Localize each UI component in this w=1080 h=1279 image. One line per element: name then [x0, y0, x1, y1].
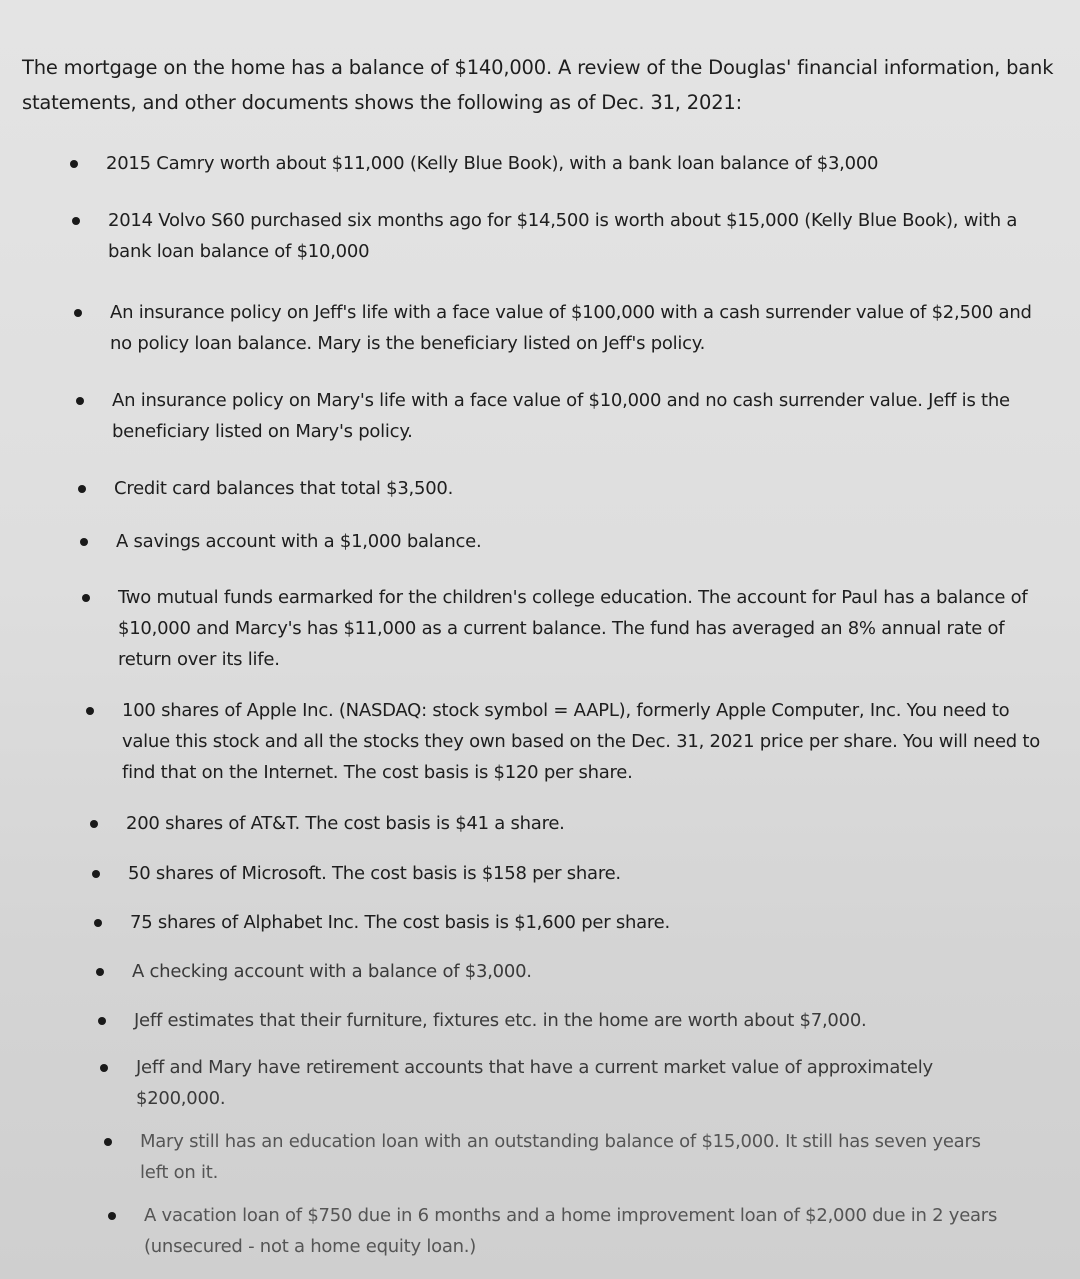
list-item-text: Jeff and Mary have retirement accounts that have a current market value of approximately $200,000. — [136, 1057, 933, 1109]
bullet-icon — [82, 594, 90, 602]
list-item — [74, 297, 1044, 359]
list-item-text: An insurance policy on Mary's life with a face value of $10,000 and no cash surrender value. Jeff is the beneficiary listed on Mary's policy. — [112, 390, 1010, 442]
bullet-icon — [70, 160, 78, 168]
list-item — [108, 1200, 1008, 1262]
list-item-text: A vacation loan of $750 due in 6 months and a home improvement loan of $2,000 due in 2 years (unsecured - not a home equity loan.) — [144, 1205, 998, 1257]
bullet-icon — [76, 397, 84, 405]
list-item-text: 2014 Volvo S60 purchased six months ago for $14,500 is worth about $15,000 (Kelly Blue Book), with a bank loan balance of $10,000 — [108, 210, 1018, 262]
list-item-text: 2015 Camry worth about $11,000 (Kelly Blue Book), with a bank loan balance of $3,000 — [106, 153, 879, 174]
list-item — [100, 1052, 950, 1114]
bullet-icon — [98, 1017, 106, 1025]
list-item-text: Jeff estimates that their furniture, fixtures etc. in the home are worth about $7,000. — [134, 1010, 867, 1031]
list-item — [80, 526, 1040, 557]
list-item-text: 200 shares of AT&T. The cost basis is $41 a share. — [126, 813, 565, 834]
list-item — [76, 385, 1051, 447]
bullet-icon — [74, 309, 82, 317]
bullet-icon — [96, 968, 104, 976]
list-item-text: 75 shares of Alphabet Inc. The cost basis is $1,600 per share. — [130, 912, 670, 933]
list-item-text: Two mutual funds earmarked for the children's college education. The account for Paul has a balance of $10,000 and Marcy's has $11,000 as a current balance. The fund has averaged an 8% annual rate of return over its life. — [118, 587, 1028, 670]
list-item — [90, 808, 1040, 839]
list-item — [104, 1126, 1004, 1188]
list-item — [72, 205, 1062, 267]
list-item-text: Mary still has an education loan with an outstanding balance of $15,000. It still has seven years left on it. — [140, 1131, 981, 1183]
bullet-icon — [100, 1064, 108, 1072]
list-item-text: 50 shares of Microsoft. The cost basis is $158 per share. — [128, 863, 621, 884]
list-item — [94, 907, 1044, 938]
list-item-text: An insurance policy on Jeff's life with a face value of $100,000 with a cash surrender value of $2,500 and no policy loan balance. Mary is the beneficiary listed on Jeff's policy. — [110, 302, 1032, 354]
bullet-icon — [80, 538, 88, 546]
list-item — [78, 473, 1038, 504]
bullet-icon — [92, 870, 100, 878]
bullet-icon — [104, 1138, 112, 1146]
list-item-text: A savings account with a $1,000 balance. — [116, 531, 482, 552]
list-item-text: A checking account with a balance of $3,000. — [132, 961, 532, 982]
list-item — [96, 956, 1046, 987]
list-item — [92, 858, 1042, 889]
bullet-icon — [72, 217, 80, 225]
list-item-text: 100 shares of Apple Inc. (NASDAQ: stock symbol = AAPL), formerly Apple Computer, Inc. You need to value this stock and all the stocks they own based on the Dec. 31, 2021 price per share. You will need to find that on the Internet. The cost basis is $120 per share. — [122, 700, 1041, 783]
bullet-icon — [94, 919, 102, 927]
list-item — [82, 582, 1047, 675]
list-item — [70, 148, 1050, 179]
list-item — [86, 695, 1046, 788]
list-item-text: Credit card balances that total $3,500. — [114, 478, 454, 499]
bullet-icon — [90, 820, 98, 828]
list-item — [98, 1005, 1048, 1036]
bullet-icon — [108, 1212, 116, 1220]
bullet-icon — [78, 485, 86, 493]
intro-paragraph: The mortgage on the home has a balance of $140,000. A review of the Douglas' financial information, bank statements, and other documents shows the following as of Dec. 31, 2021: — [22, 56, 1054, 114]
bullet-icon — [86, 707, 94, 715]
